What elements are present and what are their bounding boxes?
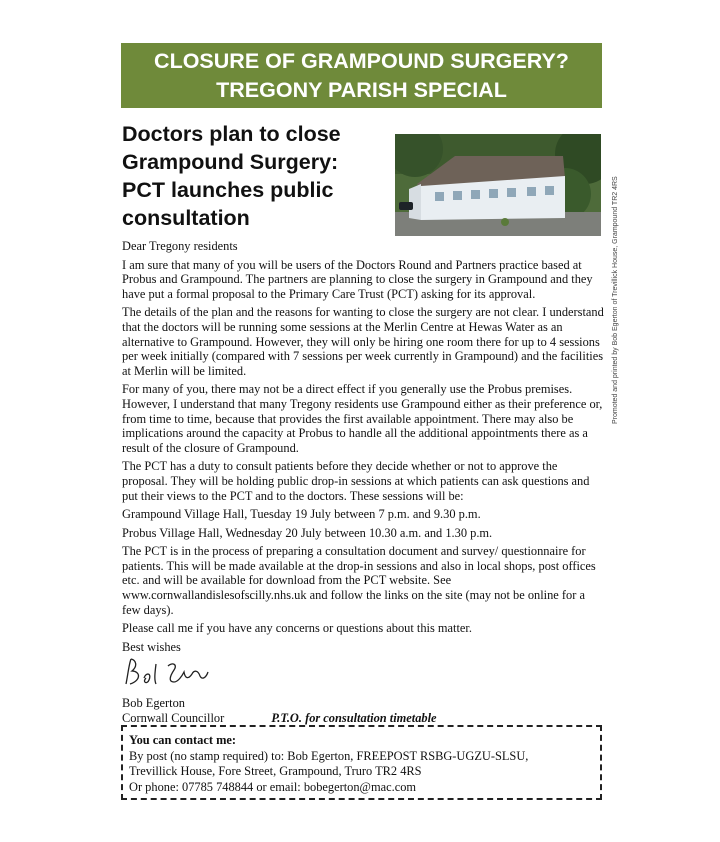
surgery-photo xyxy=(395,134,601,236)
signature-block xyxy=(122,654,606,696)
headline-line4: consultation xyxy=(122,206,250,230)
contact-title: You can contact me: xyxy=(129,733,237,747)
paragraph-1: I am sure that many of you will be users of the Doctors Round and Partners practice based at Probus and Grampound. The partners are planning to close the surgery in Grampound and they have put a formal proposal to the Primary Care Trust (PCT) asking for its approval. xyxy=(122,257,593,301)
greeting: Dear Tregony residents xyxy=(122,239,238,253)
closing: Best wishes xyxy=(122,639,181,654)
imprint-note: Promoted and printed by Bob Egerton of Trevillick House, Grampound TR2 4RS xyxy=(612,176,619,424)
signer-name: Bob Egerton xyxy=(122,696,185,711)
signer-role-row xyxy=(122,711,606,726)
paragraph-6: Please call me if you have any concerns or questions about this matter. xyxy=(122,621,472,636)
paragraph-2: The details of the plan and the reasons for wanting to close the surgery are not clear. I understand that the doctors will be running some sessions at the Merlin Centre at Hewas Water as an alternative to Grampound. However, they will only be hiring one room there for up to 4 sessions per week initially (compared with 7 sessions per week currently in Grampound) and the facilities at Merlin will be limited. xyxy=(122,305,604,378)
contact-phone-email: Or phone: 07785 748844 or email: bobegerton@mac.com xyxy=(129,779,417,794)
article-headline xyxy=(122,120,392,232)
surgery-building-image xyxy=(395,134,601,236)
contact-post-line1: By post (no stamp required) to: Bob Egerton, FREEPOST RSBG-UGZU-SLSU, xyxy=(129,748,529,763)
pto-note: P.T.O. for consultation timetable xyxy=(271,711,437,726)
paragraph-3: For many of you, there may not be a direct effect if you generally use the Probus premises. However, I understand that many Tregony residents use Grampound either as their preference or, from time to time, because that provides the first available appointment. There may also be implications around the capacity at Probus to handle all the additional appointments there as a result of the closure of Grampound. xyxy=(122,382,603,455)
paragraph-5: The PCT is in the process of preparing a consultation document and survey/ questionnaire for patients. This will be made available at the drop-in sessions and also in local shops, post offices etc. and will be available for download from the PCT website. See www.cornwallandislesofscilly.nhs.uk and follow the links on the site (may not be online for a few days). xyxy=(122,544,596,617)
header-banner xyxy=(121,43,602,108)
headline-line1: Doctors plan to close xyxy=(122,122,341,146)
handwritten-signature xyxy=(122,654,212,694)
session-grampound: Grampound Village Hall, Tuesday 19 July between 7 p.m. and 9.30 p.m. xyxy=(122,507,481,522)
letter-body xyxy=(122,239,606,726)
contact-post-line2: Trevillick House, Fore Street, Grampound, Truro TR2 4RS xyxy=(129,764,422,779)
signer-role: Cornwall Councillor xyxy=(122,711,225,726)
session-probus: Probus Village Hall, Wednesday 20 July between 10.30 a.m. and 1.30 p.m. xyxy=(122,525,493,540)
paragraph-4: The PCT has a duty to consult patients before they decide whether or not to approve the proposal. They will be holding public drop-in sessions at which patients can ask questions and put their views to the PCT and to the doctors. These sessions will be: xyxy=(122,459,590,503)
banner-title-line1: CLOSURE OF GRAMPOUND SURGERY? xyxy=(154,49,569,73)
headline-line3: PCT launches public xyxy=(122,178,334,202)
headline-line2: Grampound Surgery: xyxy=(122,150,339,174)
contact-box xyxy=(121,725,602,800)
banner-title-line2: TREGONY PARISH SPECIAL xyxy=(216,78,507,102)
